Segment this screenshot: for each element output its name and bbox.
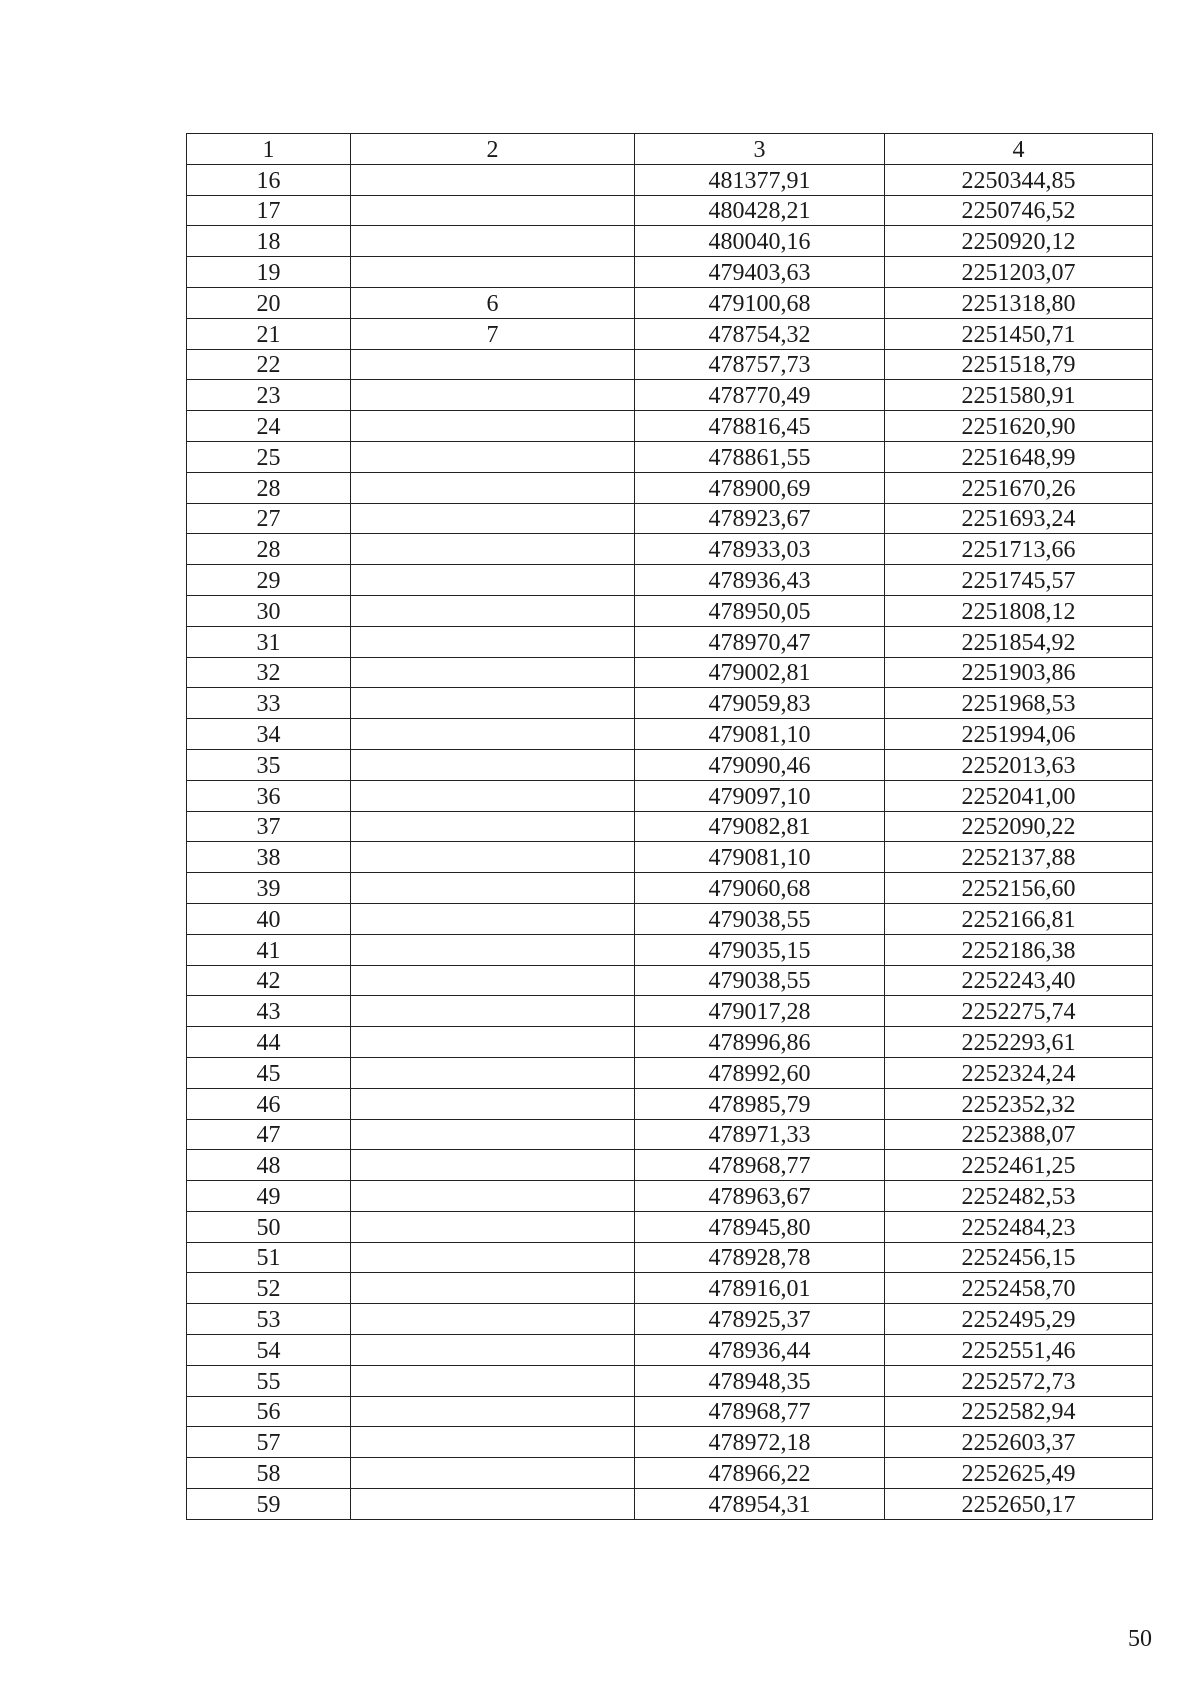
coord-y-cell: 2252090,22 (885, 811, 1153, 842)
coord-y-cell: 2252388,07 (885, 1119, 1153, 1150)
point-ref-cell (351, 842, 635, 873)
table-row (187, 1273, 1153, 1304)
coord-x-cell: 478936,43 (635, 565, 885, 596)
point-number-cell: 32 (187, 657, 351, 688)
point-ref-cell (351, 688, 635, 719)
point-number-cell: 40 (187, 903, 351, 934)
point-ref-cell (351, 1057, 635, 1088)
coord-x-cell: 478948,35 (635, 1365, 885, 1396)
coord-y-cell: 2252166,81 (885, 903, 1153, 934)
table-row (187, 318, 1153, 349)
table-row (187, 534, 1153, 565)
table-row (187, 934, 1153, 965)
point-number-cell: 19 (187, 257, 351, 288)
table-row (187, 257, 1153, 288)
point-number-cell: 51 (187, 1242, 351, 1273)
coord-y-cell: 2252551,46 (885, 1335, 1153, 1366)
coord-y-cell: 2252582,94 (885, 1396, 1153, 1427)
point-ref-cell (351, 411, 635, 442)
point-number-cell: 53 (187, 1304, 351, 1335)
point-number-cell: 48 (187, 1150, 351, 1181)
table-row (187, 688, 1153, 719)
coord-x-cell: 481377,91 (635, 164, 885, 195)
table-row (187, 1365, 1153, 1396)
point-ref-cell (351, 195, 635, 226)
coord-y-cell: 2251450,71 (885, 318, 1153, 349)
coord-x-cell: 480040,16 (635, 226, 885, 257)
point-number-cell: 39 (187, 873, 351, 904)
table-row (187, 1057, 1153, 1088)
coord-x-cell: 478970,47 (635, 626, 885, 657)
table-row (187, 1458, 1153, 1489)
table-row (187, 811, 1153, 842)
coord-y-cell: 2251318,80 (885, 287, 1153, 318)
coord-x-cell: 480428,21 (635, 195, 885, 226)
table-row (187, 780, 1153, 811)
point-number-cell: 58 (187, 1458, 351, 1489)
table-row (187, 411, 1153, 442)
table-row (187, 565, 1153, 596)
table-row (187, 1088, 1153, 1119)
point-ref-cell (351, 719, 635, 750)
point-ref-cell (351, 1365, 635, 1396)
point-number-cell: 59 (187, 1489, 351, 1520)
point-ref-cell (351, 1304, 635, 1335)
point-number-cell: 18 (187, 226, 351, 257)
coord-y-cell: 2252484,23 (885, 1211, 1153, 1242)
point-number-cell: 50 (187, 1211, 351, 1242)
coord-x-cell: 478928,78 (635, 1242, 885, 1273)
coord-x-cell: 479059,83 (635, 688, 885, 719)
point-ref-cell (351, 965, 635, 996)
coord-x-cell: 479081,10 (635, 842, 885, 873)
coord-x-cell: 478936,44 (635, 1335, 885, 1366)
coord-x-cell: 478861,55 (635, 441, 885, 472)
coord-x-cell: 478900,69 (635, 472, 885, 503)
coord-x-cell: 478945,80 (635, 1211, 885, 1242)
table-row (187, 595, 1153, 626)
table-row (187, 719, 1153, 750)
table-row (187, 1211, 1153, 1242)
point-number-cell: 46 (187, 1088, 351, 1119)
table-row (187, 749, 1153, 780)
point-ref-cell (351, 903, 635, 934)
point-ref-cell (351, 595, 635, 626)
coord-y-cell: 2251713,66 (885, 534, 1153, 565)
coord-x-cell: 479060,68 (635, 873, 885, 904)
coord-x-cell: 478757,73 (635, 349, 885, 380)
coord-y-cell: 2251994,06 (885, 719, 1153, 750)
table-row (187, 1427, 1153, 1458)
coordinates-table-body (187, 134, 1153, 1520)
point-ref-cell (351, 1211, 635, 1242)
point-number-cell: 17 (187, 195, 351, 226)
coord-y-cell: 2252482,53 (885, 1181, 1153, 1212)
point-number-cell: 27 (187, 503, 351, 534)
table-row (187, 380, 1153, 411)
point-ref-cell (351, 1181, 635, 1212)
coord-y-cell: 2251968,53 (885, 688, 1153, 719)
coord-x-cell: 478925,37 (635, 1304, 885, 1335)
coord-x-cell: 478996,86 (635, 1027, 885, 1058)
coord-x-cell: 478968,77 (635, 1150, 885, 1181)
point-number-cell: 30 (187, 595, 351, 626)
table-row (187, 1150, 1153, 1181)
table-row (187, 349, 1153, 380)
point-number-cell: 20 (187, 287, 351, 318)
point-number-cell: 47 (187, 1119, 351, 1150)
point-number-cell: 25 (187, 441, 351, 472)
coord-y-cell: 2251518,79 (885, 349, 1153, 380)
coord-y-cell: 2252603,37 (885, 1427, 1153, 1458)
point-ref-cell (351, 257, 635, 288)
point-number-cell: 41 (187, 934, 351, 965)
coord-x-cell: 478923,67 (635, 503, 885, 534)
coord-x-cell: 479002,81 (635, 657, 885, 688)
coord-y-cell: 2252156,60 (885, 873, 1153, 904)
point-ref-cell (351, 1427, 635, 1458)
point-ref-cell: 7 (351, 318, 635, 349)
coord-x-cell: 478968,77 (635, 1396, 885, 1427)
table-row (187, 1304, 1153, 1335)
coord-x-cell: 479100,68 (635, 287, 885, 318)
coord-y-cell: 2251670,26 (885, 472, 1153, 503)
point-number-cell: 36 (187, 780, 351, 811)
coord-x-cell: 478992,60 (635, 1057, 885, 1088)
table-row (187, 1027, 1153, 1058)
point-number-cell: 21 (187, 318, 351, 349)
coord-y-cell: 2252041,00 (885, 780, 1153, 811)
coord-y-cell: 2252275,74 (885, 996, 1153, 1027)
table-row (187, 226, 1153, 257)
coord-x-cell: 478966,22 (635, 1458, 885, 1489)
coord-x-cell: 479038,55 (635, 903, 885, 934)
coord-y-cell: 2251620,90 (885, 411, 1153, 442)
coord-y-cell: 2251203,07 (885, 257, 1153, 288)
coord-x-cell: 479081,10 (635, 719, 885, 750)
coord-y-cell: 2252461,25 (885, 1150, 1153, 1181)
table-row (187, 1119, 1153, 1150)
coord-y-cell: 2252137,88 (885, 842, 1153, 873)
point-ref-cell (351, 1242, 635, 1273)
point-ref-cell (351, 226, 635, 257)
coord-y-cell: 2252013,63 (885, 749, 1153, 780)
table-row (187, 441, 1153, 472)
coord-y-cell: 2250344,85 (885, 164, 1153, 195)
table-row (187, 996, 1153, 1027)
coord-y-cell: 2251854,92 (885, 626, 1153, 657)
table-row (187, 657, 1153, 688)
point-ref-cell (351, 534, 635, 565)
table-row (187, 903, 1153, 934)
point-number-cell: 29 (187, 565, 351, 596)
coord-x-cell: 478971,33 (635, 1119, 885, 1150)
point-number-cell: 57 (187, 1427, 351, 1458)
point-ref-cell (351, 1335, 635, 1366)
point-number-cell: 35 (187, 749, 351, 780)
point-number-cell: 22 (187, 349, 351, 380)
coord-x-cell: 479038,55 (635, 965, 885, 996)
coord-x-cell: 479097,10 (635, 780, 885, 811)
point-number-cell: 45 (187, 1057, 351, 1088)
coord-x-cell: 479403,63 (635, 257, 885, 288)
coord-x-cell: 478950,05 (635, 595, 885, 626)
point-ref-cell (351, 349, 635, 380)
point-number-cell: 31 (187, 626, 351, 657)
coord-x-cell: 478972,18 (635, 1427, 885, 1458)
table-row (187, 1181, 1153, 1212)
table-row (187, 965, 1153, 996)
point-ref-cell (351, 873, 635, 904)
coord-x-cell: 478816,45 (635, 411, 885, 442)
header-cell-1: 1 (187, 134, 351, 165)
point-number-cell: 43 (187, 996, 351, 1027)
coord-y-cell: 2252625,49 (885, 1458, 1153, 1489)
coord-x-cell: 479017,28 (635, 996, 885, 1027)
coord-y-cell: 2252495,29 (885, 1304, 1153, 1335)
page-number: 50 (1128, 1626, 1152, 1652)
coord-x-cell: 478770,49 (635, 380, 885, 411)
table-row (187, 873, 1153, 904)
point-ref-cell (351, 1088, 635, 1119)
point-number-cell: 28 (187, 472, 351, 503)
table-row (187, 626, 1153, 657)
point-ref-cell (351, 164, 635, 195)
table-header-row (187, 134, 1153, 165)
coord-x-cell: 478985,79 (635, 1088, 885, 1119)
coord-x-cell: 478754,32 (635, 318, 885, 349)
point-ref-cell (351, 1273, 635, 1304)
coord-x-cell: 478954,31 (635, 1489, 885, 1520)
table-row (187, 164, 1153, 195)
coord-y-cell: 2252293,61 (885, 1027, 1153, 1058)
point-ref-cell (351, 1027, 635, 1058)
point-ref-cell (351, 441, 635, 472)
point-ref-cell (351, 503, 635, 534)
point-ref-cell (351, 565, 635, 596)
point-ref-cell (351, 626, 635, 657)
coord-y-cell: 2251903,86 (885, 657, 1153, 688)
point-number-cell: 42 (187, 965, 351, 996)
table-row (187, 195, 1153, 226)
table-row (187, 472, 1153, 503)
table-row (187, 1396, 1153, 1427)
point-number-cell: 38 (187, 842, 351, 873)
point-number-cell: 44 (187, 1027, 351, 1058)
coord-y-cell: 2250746,52 (885, 195, 1153, 226)
coord-y-cell: 2251648,99 (885, 441, 1153, 472)
point-number-cell: 49 (187, 1181, 351, 1212)
point-ref-cell (351, 1150, 635, 1181)
point-ref-cell (351, 472, 635, 503)
point-number-cell: 16 (187, 164, 351, 195)
table-row (187, 1242, 1153, 1273)
point-ref-cell (351, 657, 635, 688)
coord-x-cell: 479090,46 (635, 749, 885, 780)
point-number-cell: 33 (187, 688, 351, 719)
coord-y-cell: 2252324,24 (885, 1057, 1153, 1088)
point-ref-cell (351, 996, 635, 1027)
point-number-cell: 28 (187, 534, 351, 565)
point-ref-cell (351, 380, 635, 411)
coord-x-cell: 478933,03 (635, 534, 885, 565)
point-ref-cell (351, 934, 635, 965)
point-number-cell: 52 (187, 1273, 351, 1304)
coord-y-cell: 2252352,32 (885, 1088, 1153, 1119)
point-number-cell: 37 (187, 811, 351, 842)
coord-x-cell: 479035,15 (635, 934, 885, 965)
point-ref-cell (351, 811, 635, 842)
coord-x-cell: 478963,67 (635, 1181, 885, 1212)
header-cell-2: 2 (351, 134, 635, 165)
table-row (187, 287, 1153, 318)
point-ref-cell (351, 1119, 635, 1150)
table-row (187, 1489, 1153, 1520)
coord-y-cell: 2252650,17 (885, 1489, 1153, 1520)
point-number-cell: 23 (187, 380, 351, 411)
point-ref-cell (351, 780, 635, 811)
coord-y-cell: 2251745,57 (885, 565, 1153, 596)
point-number-cell: 56 (187, 1396, 351, 1427)
coord-y-cell: 2252186,38 (885, 934, 1153, 965)
table-row (187, 503, 1153, 534)
coord-y-cell: 2250920,12 (885, 226, 1153, 257)
table-row (187, 842, 1153, 873)
coord-y-cell: 2251580,91 (885, 380, 1153, 411)
point-number-cell: 34 (187, 719, 351, 750)
coord-y-cell: 2252243,40 (885, 965, 1153, 996)
coord-y-cell: 2252458,70 (885, 1273, 1153, 1304)
coord-y-cell: 2252456,15 (885, 1242, 1153, 1273)
coord-x-cell: 479082,81 (635, 811, 885, 842)
point-number-cell: 24 (187, 411, 351, 442)
header-cell-4: 4 (885, 134, 1153, 165)
point-ref-cell (351, 1396, 635, 1427)
coordinates-table (186, 133, 1153, 1520)
table-row (187, 1335, 1153, 1366)
point-ref-cell: 6 (351, 287, 635, 318)
coord-y-cell: 2251693,24 (885, 503, 1153, 534)
point-ref-cell (351, 1489, 635, 1520)
header-cell-3: 3 (635, 134, 885, 165)
coord-y-cell: 2251808,12 (885, 595, 1153, 626)
point-ref-cell (351, 1458, 635, 1489)
point-number-cell: 55 (187, 1365, 351, 1396)
coord-x-cell: 478916,01 (635, 1273, 885, 1304)
coord-y-cell: 2252572,73 (885, 1365, 1153, 1396)
point-number-cell: 54 (187, 1335, 351, 1366)
point-ref-cell (351, 749, 635, 780)
